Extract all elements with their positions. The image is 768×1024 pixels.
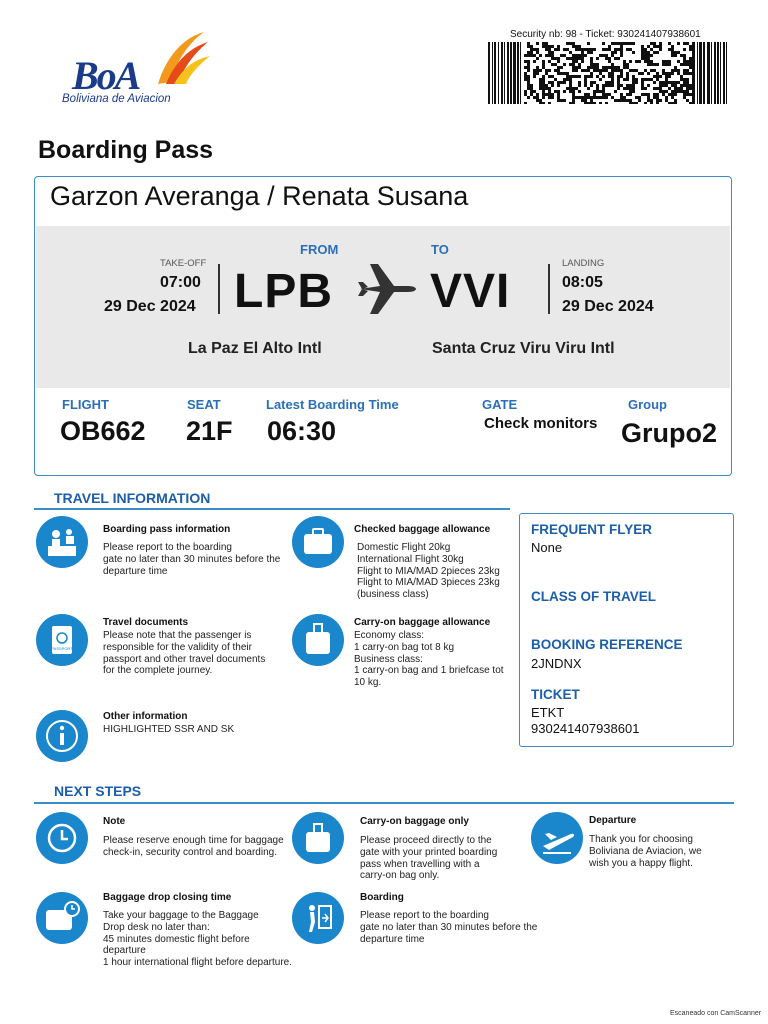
step-title: Boarding: [360, 892, 404, 903]
gate-value: Check monitors: [484, 415, 598, 432]
seat-label: SEAT: [187, 397, 221, 412]
takeoff-time: 07:00: [160, 274, 201, 291]
landing-label: LANDING: [562, 258, 605, 269]
next-steps-divider: [34, 802, 734, 804]
takeoff-label: TAKE-OFF: [160, 258, 207, 269]
travel-item-title: Checked baggage allowance: [354, 524, 491, 535]
step-text: Please reserve enough time for baggage check-in, security control and boarding.: [103, 835, 284, 858]
step-text: Take your baggage to the Baggage Drop desk no later than: 45 minutes domestic flight before departure 1 hour international flight before departure.: [103, 910, 293, 969]
gate-label: GATE: [482, 397, 518, 412]
flight-number: OB662: [60, 416, 146, 446]
travel-item-title: Boarding pass information: [103, 524, 231, 535]
suitcase-icon: [292, 516, 344, 568]
step-text: Please report to the boarding gate no later than 30 minutes before the departure time: [360, 910, 538, 945]
destination-airport: Santa Cruz Viru Viru Intl: [432, 340, 615, 357]
boarding-time-label: Latest Boarding Time: [266, 397, 399, 412]
booking-reference-label: BOOKING REFERENCE: [531, 637, 683, 652]
brand-subtitle: Boliviana de Aviacion: [62, 93, 171, 105]
travel-item-title: Carry-on baggage allowance: [354, 617, 491, 628]
to-label: TO: [431, 242, 449, 257]
origin-airport: La Paz El Alto Intl: [188, 340, 322, 357]
scanner-watermark: Escaneado con CamScanner: [670, 1010, 762, 1017]
travel-item-text: Economy class: 1 carry-on bag tot 8 kg Business class: 1 carry-on bag and 1 briefcase tot 10 kg.: [354, 630, 504, 689]
group-value: Grupo2: [621, 418, 718, 448]
landing-date: 29 Dec 2024: [562, 298, 654, 315]
travel-info-divider: [34, 508, 510, 510]
frequent-flyer-label: FREQUENT FLYER: [531, 522, 653, 537]
boarding-gate-icon: [292, 892, 344, 944]
landing-divider: [548, 264, 550, 314]
step-title: Baggage drop closing time: [103, 892, 232, 903]
carry-on-bag-icon: [292, 614, 344, 666]
class-of-travel-label: CLASS OF TRAVEL: [531, 589, 657, 604]
seat-number: 21F: [186, 416, 233, 446]
travel-item-title: Other information: [103, 711, 188, 722]
step-text: Thank you for choosing Boliviana de Aviacion, we wish you a happy flight.: [589, 834, 702, 869]
travel-item-text: HIGHLIGHTED SSR AND SK: [103, 724, 235, 735]
step-title: Departure: [589, 815, 637, 826]
ticket-number: 930241407938601: [531, 721, 640, 736]
clock-icon: [36, 812, 88, 864]
travel-item-text: Please note that the passenger is responsible for the validity of their passport and other travel documents for the complete journey.: [103, 630, 266, 677]
group-label: Group: [628, 397, 667, 412]
passenger-name: Garzon Averanga / Renata Susana: [50, 181, 469, 211]
step-title: Note: [103, 816, 126, 827]
step-title: Carry-on baggage only: [360, 816, 469, 827]
ticket-type: ETKT: [531, 705, 565, 720]
travel-item-title: Travel documents: [103, 617, 189, 628]
flight-label: FLIGHT: [62, 397, 109, 412]
origin-code: LPB: [234, 265, 333, 318]
travel-info-heading: TRAVEL INFORMATION: [54, 490, 211, 506]
takeoff-divider: [218, 264, 220, 314]
travel-item-text: Please report to the boarding gate no later than 30 minutes before the departure time: [103, 542, 281, 577]
next-steps-heading: NEXT STEPS: [54, 783, 142, 799]
ticket-label: TICKET: [531, 687, 580, 702]
brand-logo-text: BoA: [72, 53, 140, 98]
passport-icon: [36, 614, 88, 666]
boa-swoosh-icon: [152, 28, 212, 88]
takeoff-date: 29 Dec 2024: [104, 298, 196, 315]
barcode-image: [488, 42, 728, 104]
boarding-time: 06:30: [267, 416, 337, 446]
info-icon: [36, 710, 88, 762]
carry-on-bag-icon: [292, 812, 344, 864]
takeoff-plane-icon: [531, 812, 583, 864]
frequent-flyer-value: None: [531, 540, 563, 555]
baggage-clock-icon: [36, 892, 88, 944]
from-label: FROM: [300, 242, 339, 257]
page-title: Boarding Pass: [38, 136, 214, 164]
travel-item-text: Domestic Flight 20kg International Flight 30kg Flight to MIA/MAD 2pieces 23kg Flight to MIA/MAD 3pieces 23kg (business class): [357, 542, 500, 601]
step-text: Please proceed directly to the gate with your printed boarding pass when travelling with a carry-on bag only.: [360, 835, 498, 882]
svg-text:PASSPORT: PASSPORT: [51, 646, 73, 651]
security-line: Security nb: 98 - Ticket: 930241407938601: [510, 29, 701, 40]
booking-reference-value: 2JNDNX: [531, 656, 582, 671]
landing-time: 08:05: [562, 274, 603, 291]
check-in-desk-icon: [36, 516, 88, 568]
plane-icon: [356, 258, 418, 320]
destination-code: VVI: [430, 265, 511, 318]
